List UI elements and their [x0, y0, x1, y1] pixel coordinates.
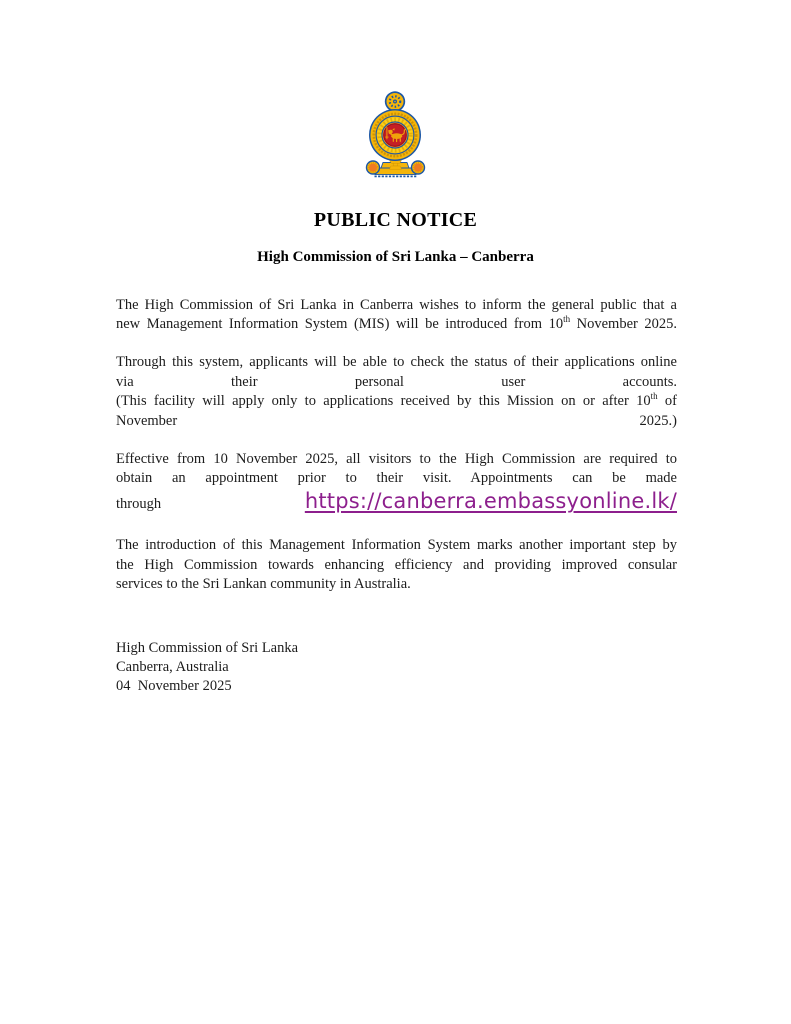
- paragraph-closing: [116, 536, 677, 594]
- appointment-booking-link[interactable]: https://canberra.embassyonline.lk/: [304, 489, 677, 514]
- emblem-dharma-wheel: [384, 91, 404, 111]
- text-line: The High Commission of Sri Lanka in Canberra wishes to inform the general public that a: [116, 297, 677, 313]
- text-line: obtain an appointment prior to their visit. Appointments can be made: [116, 470, 677, 487]
- paragraph-intro: [116, 296, 677, 335]
- text-line: November 2025.): [116, 412, 677, 429]
- text-line: new Management Information System (MIS) will be introduced from 10th November 2025.: [116, 314, 678, 333]
- signature-location: Canberra, Australia: [116, 659, 229, 676]
- sri-lanka-national-emblem: [361, 90, 431, 178]
- text-line: (This facility will apply only to applications received by this Mission on or after 10th of: [116, 391, 677, 410]
- text-line: The introduction of this Management Information System marks another important step by: [116, 537, 677, 554]
- signature-block: [116, 639, 677, 697]
- public-notice-title: PUBLIC NOTICE: [313, 209, 478, 232]
- text-line: through https://canberra.embassyonline.lk/: [116, 489, 677, 514]
- emblem-sun-icon: [365, 160, 379, 174]
- high-commission-heading: High Commission of Sri Lanka – Canberra: [257, 249, 534, 266]
- paragraph-appointments: [116, 450, 677, 516]
- text-line: Effective from 10 November 2025, all visitors to the High Commission are required to: [116, 450, 677, 467]
- notice-body: [116, 296, 677, 697]
- ordinal-superscript: th: [563, 314, 571, 325]
- text-line: the High Commission towards enhancing efficiency and providing improved consular: [116, 556, 677, 573]
- paragraph-system-details: [116, 353, 677, 431]
- signature-date: 04 November 2025: [116, 678, 232, 695]
- ordinal-superscript: th: [650, 391, 658, 402]
- text-line: Through this system, applicants will be able to check the status of their applications online: [116, 354, 677, 371]
- text-line: services to the Sri Lankan community in Australia.: [116, 576, 411, 593]
- text-line: via their personal user accounts.: [116, 373, 677, 390]
- signature-org: High Commission of Sri Lanka: [116, 639, 299, 656]
- emblem-moon-icon: [410, 160, 424, 174]
